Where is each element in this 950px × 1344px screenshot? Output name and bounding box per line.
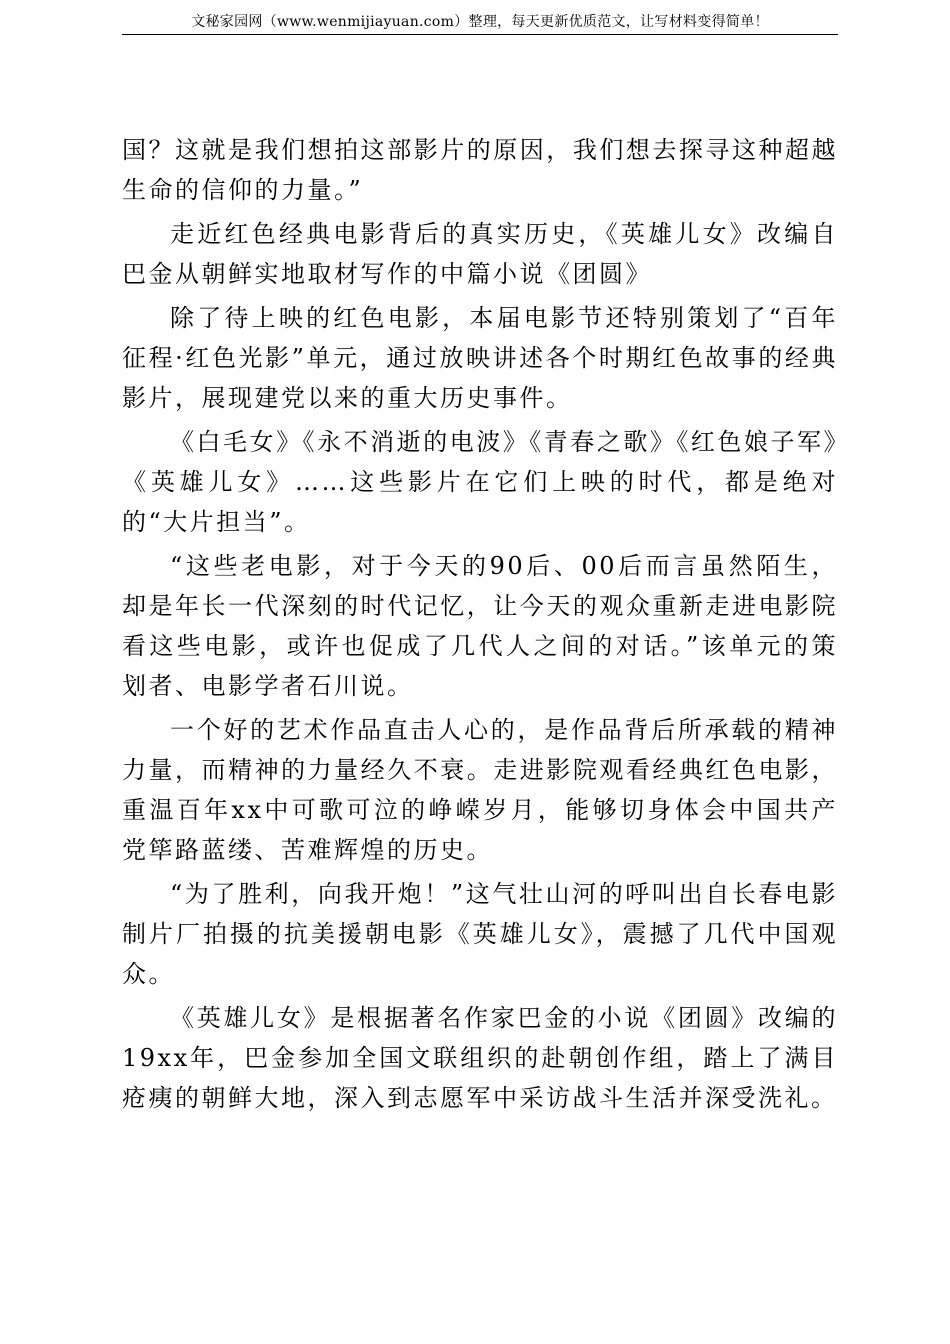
- page-header: 文秘家园网（www.wenmijiayuan.com）整理，每天更新优质范文，让写材料变得简单！: [122, 12, 838, 35]
- paragraph: “为了胜利，向我开炮！”这气壮山河的呼叫出自长春电影制片厂拍摄的抗美援朝电影《英雄儿女》，震撼了几代中国观众。: [122, 880, 838, 988]
- paragraph: “这些老电影，对于今天的90后、00后而言虽然陌生，却是年长一代深刻的时代记忆，让今天的观众重新走进电影院看这些电影，或许也促成了几代人之间的对话。”该单元的策划者、电影学者石川说。: [122, 552, 838, 700]
- paragraph: 《白毛女》《永不消逝的电波》《青春之歌》《红色娘子军》《英雄儿女》……这些影片在它们上映的时代，都是绝对的“大片担当”。: [122, 428, 838, 536]
- paragraph: 国？这就是我们想拍这部影片的原因，我们想去探寻这种超越生命的信仰的力量。”: [122, 136, 838, 204]
- paragraph: 除了待上映的红色电影，本届电影节还特别策划了“百年征程·红色光影”单元，通过放映讲述各个时期红色故事的经典影片，展现建党以来的重大历史事件。: [122, 304, 838, 412]
- paragraph: 走近红色经典电影背后的真实历史，《英雄儿女》改编自巴金从朝鲜实地取材写作的中篇小说《团圆》: [122, 220, 838, 288]
- paragraph: 《英雄儿女》是根据著名作家巴金的小说《团圆》改编的19xx年，巴金参加全国文联组织的赴朝创作组，踏上了满目疮痍的朝鲜大地，深入到志愿军中采访战斗生活并深受洗礼。: [122, 1004, 838, 1112]
- paragraph: 一个好的艺术作品直击人心的，是作品背后所承载的精神力量，而精神的力量经久不衰。走进影院观看经典红色电影，重温百年xx中可歌可泣的峥嵘岁月，能够切身体会中国共产党筚路蓝缕、苦难辉煌的历史。: [122, 716, 838, 864]
- document-body: [122, 130, 838, 1122]
